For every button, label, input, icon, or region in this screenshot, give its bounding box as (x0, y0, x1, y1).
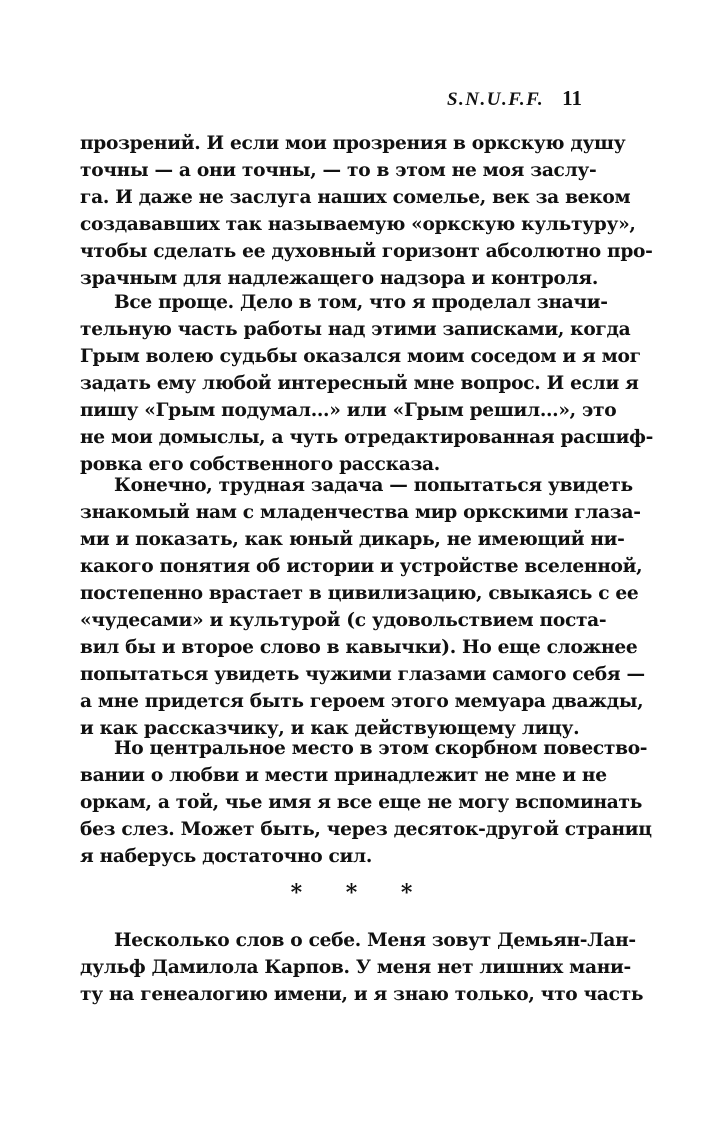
text-line: не мои домыслы, а чуть отредактированная расшиф- (80, 427, 653, 448)
text-line: и как рассказчику, и как действующему лицу. (80, 718, 580, 739)
text-line: ту на генеалогию имени, и я знаю только, что часть (80, 984, 644, 1005)
text-line: Несколько слов о себе. Меня зовут Демьян-Лан- (114, 930, 636, 951)
text-line: тельную часть работы над этими записками, когда (80, 319, 631, 340)
text-line: Все проще. Дело в том, что я проделал значи- (114, 292, 608, 313)
text-line: знакомый нам с младенчества мир оркскими глаза- (80, 502, 641, 523)
text-line: «чудесами» и культурой (с удовольствием поста- (80, 610, 607, 631)
paragraph-1 (80, 130, 653, 292)
running-title: S.N.U.F.F. (446, 89, 545, 110)
text-line: точны — а они точны, — то в этом не моя заслу- (80, 160, 597, 181)
page-header (0, 86, 582, 111)
text-line: попытаться увидеть чужими глазами самого себя — (80, 664, 645, 685)
text-line: оркам, а той, чье имя я все еще не могу вспоминать (80, 792, 643, 813)
page-number: 11 (562, 86, 582, 110)
text-line: прозрений. И если мои прозрения в оркскую душу (80, 133, 626, 154)
text-line: Конечно, трудная задача — попытаться увидеть (114, 475, 633, 496)
section-break: * * * (290, 880, 431, 906)
text-line: га. И даже не заслуга наших сомелье, век за веком (80, 187, 631, 208)
text-line: без слез. Может быть, через десяток-другой страниц (80, 819, 652, 840)
text-line: вил бы и второе слово в кавычки). Но еще сложнее (80, 637, 638, 658)
paragraph-5 (80, 927, 644, 1008)
text-line: создававших так называемую «оркскую культуру», (80, 214, 636, 235)
text-line: пишу «Грым подумал...» или «Грым решил...», это (80, 400, 617, 421)
text-line: задать ему любой интересный мне вопрос. И если я (80, 373, 639, 394)
paragraph-4 (80, 735, 652, 870)
paragraph-3 (80, 472, 645, 742)
text-line: ровка его собственного рассказа. (80, 454, 440, 475)
text-line: чтобы сделать ее духовный горизонт абсолютно про- (80, 241, 653, 262)
text-line: Но центральное место в этом скорбном повество- (114, 738, 648, 759)
text-line: я наберусь достаточно сил. (80, 846, 373, 867)
text-line: зрачным для надлежащего надзора и контроля. (80, 268, 599, 289)
text-line: какого понятия об истории и устройстве вселенной, (80, 556, 643, 577)
paragraph-2 (80, 289, 653, 478)
text-line: постепенно врастает в цивилизацию, свыкаясь с ее (80, 583, 639, 604)
text-line: дульф Дамилола Карпов. У меня нет лишних мани- (80, 957, 631, 978)
text-line: ми и показать, как юный дикарь, не имеющий ни- (80, 529, 625, 550)
text-line: а мне придется быть героем этого мемуара дважды, (80, 691, 644, 712)
text-line: вании о любви и мести принадлежит не мне и не (80, 765, 607, 786)
text-line: Грым волею судьбы оказался моим соседом и я мог (80, 346, 641, 367)
